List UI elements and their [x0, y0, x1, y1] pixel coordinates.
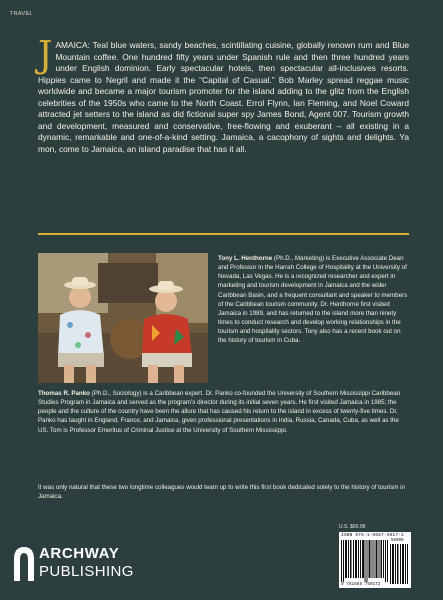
author-bio-panko — [38, 389, 410, 435]
category-label: TRAVEL — [10, 11, 33, 17]
publisher-mark-icon — [12, 545, 36, 581]
barcode-addon-number: 56099 — [391, 539, 404, 543]
author-bio-text-henthorne: (Ph.D., Marketing) is Executive Associate Dean and Professor in the Harrah College of Hospitality at the University of Nevada, Las Vegas. He is a recognized researcher and expert in marketing and tourism development in Jamaica and the wider Caribbean Basin, and a frequent consultant and speaker to members of the Caribbean tourism community. Dr. Henthorne first visited Jamaica in 1989, and has returned to the island more than ninety times to conduct research and develop working relationships in the tourism and hospitality sectors. Tony also has a recent book out on the history of tourism in Cuba. — [218, 255, 408, 345]
barcode — [339, 532, 411, 588]
publisher-name-line2: PUBLISHING — [39, 563, 134, 580]
author-name-henthorne: Tony L. Henthorne — [218, 255, 273, 262]
blurb-text: AMAICA: Teal blue waters, sandy beaches, scintillating cuisine, globally renown rum and Blue Mountain coffee. One hundred fifty years under Spanish rule and then three hundred years under English dominion. Early spectacular hotels, then spectacular all-inclusives resorts. Hippies came to Negril and made it the “Capital of Casual.” Bob Marley spread reggae music worldwide and became a major tourism promoter for the island adding to the glitz from the English celebrities of the 1950s who came to the North Coast. Errol Flynn, Ian Fleming, and Noel Coward attracted jet setters to the island as did fictional super spy James Bond, Agent 007. Tourism growth and development, measured and conservative, free-flowing and exuberant – all existing in a dynamic, remarkable and one-of-a-kind setting. Jamaica, a cacophony of sights and delights. Ya mon, come to Jamaica, an island paradise that has it all. — [38, 40, 409, 154]
barcode-bars — [341, 540, 389, 582]
barcode-addon-bars — [390, 544, 408, 584]
author-bio-henthorne — [218, 254, 410, 346]
publisher-name-line1: ARCHWAY — [39, 545, 120, 562]
author-name-panko: Thomas R. Panko — [38, 390, 90, 397]
author-photo — [38, 253, 208, 383]
drop-cap: J — [38, 35, 53, 76]
closing-paragraph: It was only natural that these two longtime colleagues would team up to write this first book dedicated solely to the history of tourism in Jamaica. — [38, 484, 405, 501]
isbn-text: ISBN 978-1-6657-5017-2 — [341, 533, 404, 538]
gold-divider — [38, 233, 409, 235]
publisher-logo — [12, 543, 152, 585]
price-label: U.S. $60.99 — [339, 524, 366, 530]
author-bio-text-panko: (Ph.D., Sociology) is a Caribbean expert. Dr. Panko co-founded the University of Southern Mississippi Caribbean Studies Program in Jamaica and served as the program’s director during its initial seven years. He first visited Jamaica in 1985; the people and the culture of the country have been the allure that has caused his return to the island in excess of twenty-five times. Dr. Panko has taught in England, France, and Jamaica, given professional presentations in India, Russia, Canada, Cuba, as well as the US. Tom is Professor Emeritus of Criminal Justice at the University of Southern Mississippi. — [38, 390, 401, 434]
back-cover-blurb — [38, 35, 409, 155]
barcode-number: 9 781665 750172 — [341, 582, 381, 587]
